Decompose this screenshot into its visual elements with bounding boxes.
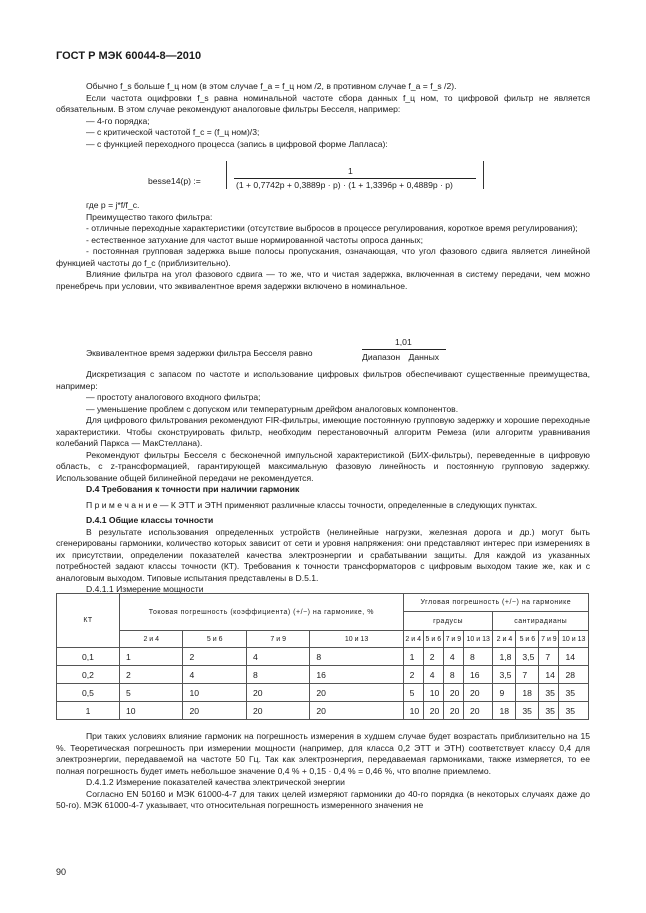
table-cell: 2 — [403, 666, 423, 684]
table-cell: 4 — [423, 666, 443, 684]
list-item: — 4-го порядка; — [86, 115, 150, 126]
table-cell: 1,8 — [493, 648, 516, 666]
harmonic-header: 5 и 6 — [183, 631, 246, 648]
list-item: — простоту аналогового входного фильтра; — [86, 392, 261, 402]
table-cell: 20 — [310, 684, 403, 702]
harmonic-header: 5 и 6 — [516, 631, 539, 648]
table-cell: 2 — [120, 666, 183, 684]
section-heading: D.4.1 Общие классы точности — [86, 515, 214, 525]
table-cell: 5 — [120, 684, 183, 702]
harmonic-header: 7 и 9 — [246, 631, 309, 648]
list-item: — с критической частотой f_c = (f_ц ном)/3; — [86, 127, 260, 137]
formula-lhs: besse14(p) := — [148, 176, 201, 186]
page-number: 90 — [56, 867, 67, 877]
paragraph: Дискретизация с запасом по частоте и использование цифровых фильтров обеспечивают существенные преимущества, например: — [56, 369, 590, 391]
subsection-heading: D.4.1.1 Измерение мощности — [86, 584, 204, 594]
table-cell: 4 — [246, 648, 309, 666]
table-cell: 35 — [559, 684, 589, 702]
table-row — [57, 648, 589, 666]
paragraph: Для цифрового фильтрования рекомендуют FIR-фильтры, имеющие постоянную групповую задержку и хорошие переходные характеристики. Чтобы сконструировать фильтр, необходим перестановочный алгоритм Ремеза (или алгоритм уравнивания колебаний Паркса — МакСтеллана). — [56, 415, 590, 448]
table-cell: 14 — [539, 666, 559, 684]
digital-filter-block — [56, 369, 590, 596]
paragraph: Согласно EN 50160 и МЭК 61000-4-7 для таких целей измеряют гармоники до 40-го порядка (в некоторых случаях даже до 50-го). МЭК 61000-4-7 указывает, что относительная погрешность измеренного значения не — [56, 788, 590, 810]
paragraph: Влияние фильтра на угол фазового сдвига — то же, что и чистая задержка, включенная в систему передачи, чем можно пренебречь при условии, что эквивалентное время задержки включено в номинальное. — [56, 269, 590, 291]
note: П р и м е ч а н и е — К ЭТТ и ЭТН применяют различные классы точности, определенные в следующих пунктах. — [86, 499, 538, 510]
table-cell: 2 — [423, 648, 443, 666]
table-cell: 0,5 — [57, 684, 120, 702]
table-cell: 20 — [246, 684, 309, 702]
table-cell: 18 — [516, 684, 539, 702]
table-cell: 20 — [183, 702, 246, 720]
formula-numerator: 1 — [348, 166, 353, 176]
table-cell: 20 — [443, 684, 463, 702]
harmonic-header: 2 и 4 — [493, 631, 516, 648]
table-cell: 8 — [443, 666, 463, 684]
table-cell: 7 — [516, 666, 539, 684]
table-cell: 20 — [310, 702, 403, 720]
table-cell: 9 — [493, 684, 516, 702]
paragraph: В результате использования определенных устройств (нелинейные нагрузки, железная дорога и др.) могут быть сгенерированы гармоники, количество которых зависит от сети и уровня напряжения: они представляют интерес при измерениях в их присутствии, определении показателей качества электроэнергии и срабатывании защиты. Для каждой из указанных потребностей задают классы точности (КТ). Требования к точности трансформаторов с цифровым выходом такие же, как и с аналоговым выходом. Типовые испытания представлены в D.5.1. — [56, 526, 590, 583]
table-cell: 28 — [559, 666, 589, 684]
formula-denominator: Диапазон Данных — [362, 352, 440, 362]
table-cell: 35 — [539, 684, 559, 702]
list-item: - естественное затухание для частот выше нормированной частоты опроса данных; — [86, 234, 423, 245]
subsection-heading: D.4.1.2 Измерение показателей качества электрической энергии — [86, 777, 345, 787]
header-current-error: Токовая погрешность (коэффициента) (+/−) на гармонике, % — [120, 594, 404, 631]
table-cell: 4 — [183, 666, 246, 684]
paragraph: При таких условиях влияние гармоник на погрешность измерения в худшем случае будет возрастать приблизительно на 15 %. Теоретическая погрешность при измерении мощности (например, для класса 0,2 ЭТТ и ЭТН) соответствует классу 0,4 для электроэнергии, передаваемой на частоте 50 Гц. Так как электроэнергия, передаваемая гармониками, также измеряется, то ее полная погрешность будет иметь небольшое значение 0,4 % + 0,15 · 0,4 % = 0,46 %, что вполне приемлемо. — [56, 731, 590, 776]
intro-block — [56, 81, 590, 150]
table-cell: 35 — [516, 702, 539, 720]
harmonic-header: 5 и 6 — [423, 631, 443, 648]
harmonics-block — [56, 731, 590, 812]
table-cell: 8 — [310, 648, 403, 666]
table-cell: 0,1 — [57, 648, 120, 666]
table-cell: 20 — [423, 702, 443, 720]
table-cell: 14 — [559, 648, 589, 666]
table-cell: 10 — [120, 702, 183, 720]
table-cell: 0,2 — [57, 666, 120, 684]
table-cell: 4 — [443, 648, 463, 666]
paragraph: где p = j*f/f_c. — [86, 200, 140, 210]
accuracy-class-table — [56, 593, 589, 720]
formula-denominator: (1 + 0,7742p + 0,3889p · p) · (1 + 1,3396p + 0,4889p · p) — [236, 180, 453, 190]
harmonic-header: 7 и 9 — [443, 631, 463, 648]
table-cell: 20 — [246, 702, 309, 720]
harmonic-header: 10 и 13 — [559, 631, 589, 648]
header-centiradians: сантирадианы — [493, 612, 589, 631]
table-row — [57, 684, 589, 702]
harmonic-header: 2 и 4 — [403, 631, 423, 648]
header-angle-error: Угловая погрешность (+/−) на гармонике — [403, 594, 588, 612]
table-row — [57, 702, 589, 720]
table-cell: 3,5 — [493, 666, 516, 684]
paragraph: Преимущество такого фильтра: — [86, 211, 213, 222]
fraction-line — [362, 349, 446, 350]
table-cell: 10 — [403, 702, 423, 720]
table-cell: 1 — [120, 648, 183, 666]
header-degrees: градусы — [403, 612, 493, 631]
formula-lhs: Эквивалентное время задержки фильтра Бесселя равно — [86, 348, 313, 358]
header-kt: КТ — [57, 594, 120, 648]
table-cell: 10 — [423, 684, 443, 702]
table-cell: 18 — [493, 702, 516, 720]
table-cell: 8 — [246, 666, 309, 684]
standard-header: ГОСТ Р МЭК 60044-8—2010 — [56, 50, 202, 62]
list-item: — уменьшение проблем с допуском или температурным дрейфом аналоговых компонентов. — [86, 403, 459, 414]
table-cell: 20 — [463, 684, 493, 702]
table-row — [57, 666, 589, 684]
paragraph: Рекомендуют фильтры Бесселя с бесконечной импульсной характеристикой (БИХ-фильтры), переведенные в цифровую область, с z-трансформацией, гарантирующей максимальную фазовую линейность и постоянную групповую задержку. Использование общей билинейной передачи не рекомендуется. — [56, 449, 590, 483]
table-cell: 3,5 — [516, 648, 539, 666]
paragraph: Обычно f_s больше f_ц ном (в этом случае f_a = f_ц ном /2, в противном случае f_a = f_s /2). — [86, 81, 457, 91]
table-cell: 16 — [463, 666, 493, 684]
fraction-line — [234, 178, 476, 179]
table-cell: 7 — [539, 648, 559, 666]
list-item: - отличные переходные характеристики (отсутствие выбросов в процессе регулирования, короткое время регулирования); — [86, 223, 578, 233]
harmonic-header: 10 и 13 — [310, 631, 403, 648]
harmonic-header: 7 и 9 — [539, 631, 559, 648]
list-item: - постоянная групповая задержка выше полосы пропускания, означающая, что угол фазового сдвига является линейной функцией частоты до f_c (приблизительно). — [56, 246, 590, 268]
table-cell: 5 — [403, 684, 423, 702]
section-heading: D.4 Требования к точности при наличии гармоник — [86, 484, 300, 494]
filter-advantages-block — [56, 200, 590, 292]
table-cell: 1 — [57, 702, 120, 720]
table-cell: 16 — [310, 666, 403, 684]
harmonic-header: 2 и 4 — [120, 631, 183, 648]
table-cell: 35 — [539, 702, 559, 720]
table-cell: 10 — [183, 684, 246, 702]
harmonic-header: 10 и 13 — [463, 631, 493, 648]
table-cell: 8 — [463, 648, 493, 666]
formula-numerator: 1,01 — [395, 337, 412, 347]
table-cell: 35 — [559, 702, 589, 720]
table-cell: 1 — [403, 648, 423, 666]
table-cell: 20 — [463, 702, 493, 720]
paragraph: Если частота оцифровки f_s равна номинальной частоте сбора данных f_ц ном, то цифровой фильтр не является обязательным. В этом случае рекомендуют аналоговые фильтры Бесселя, например: — [56, 92, 590, 114]
list-item: — с функцией переходного процесса (запись в цифровой форме Лапласа): — [86, 138, 388, 149]
table-cell: 2 — [183, 648, 246, 666]
table-cell: 20 — [443, 702, 463, 720]
